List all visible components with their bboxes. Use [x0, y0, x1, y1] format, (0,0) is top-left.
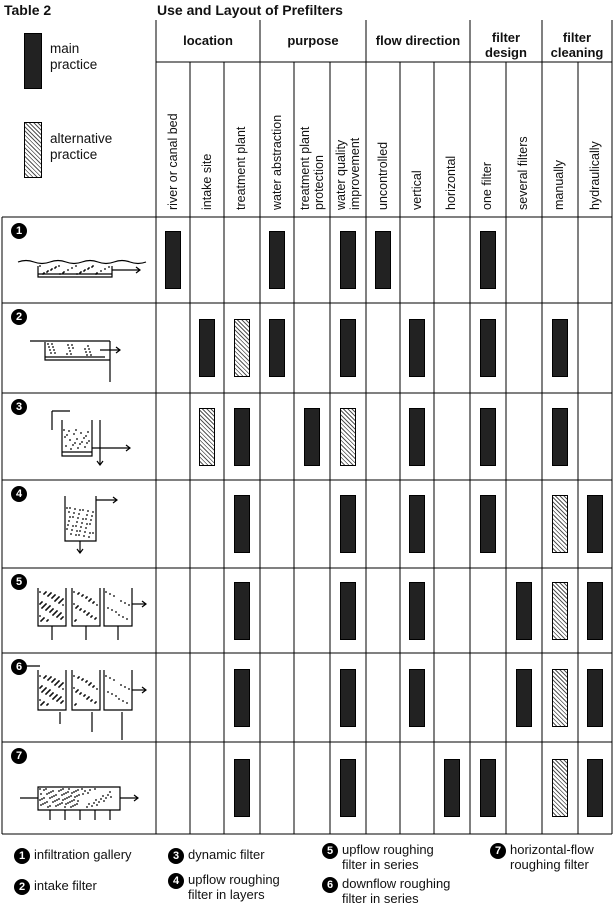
footnote-number-badge: 1 [14, 848, 30, 864]
column-header-1: intake site [200, 153, 214, 210]
alternative-practice-mark [340, 408, 356, 466]
main-practice-mark [516, 582, 532, 640]
main-practice-mark [340, 495, 356, 553]
footnote-text: intake filter [34, 878, 97, 893]
main-practice-mark [234, 669, 250, 727]
legend-main-label: main practice [50, 41, 98, 72]
footnote-number-badge: 6 [322, 877, 338, 893]
table-title: Use and Layout of Prefilters [157, 2, 343, 18]
main-practice-mark [516, 669, 532, 727]
group-header-4: filter cleaning [550, 30, 604, 60]
main-practice-mark [234, 408, 250, 466]
footnote-number-badge: 3 [168, 848, 184, 864]
column-header-7: vertical [410, 170, 424, 210]
row-number-badge: 5 [11, 574, 27, 590]
main-practice-mark [480, 495, 496, 553]
main-practice-mark [552, 408, 568, 466]
column-header-6: uncontrolled [376, 141, 390, 210]
footnote-text: dynamic filter [188, 847, 265, 862]
group-header-2: flow direction [375, 33, 461, 48]
footnote-item [14, 847, 132, 864]
main-practice-mark [480, 319, 496, 377]
footnote-item [322, 876, 450, 906]
main-practice-mark [234, 759, 250, 817]
main-practice-mark [234, 495, 250, 553]
row-number-badge: 3 [11, 399, 27, 415]
alternative-practice-mark [234, 319, 250, 377]
alternative-practice-mark [552, 669, 568, 727]
main-practice-mark [304, 408, 320, 466]
main-practice-mark [409, 669, 425, 727]
main-practice-mark [552, 319, 568, 377]
footnote-number-badge: 2 [14, 879, 30, 895]
main-practice-mark [480, 759, 496, 817]
main-practice-mark [409, 582, 425, 640]
main-practice-mark [480, 408, 496, 466]
column-header-3: water abstraction [270, 114, 284, 210]
column-header-8: horizontal [444, 155, 458, 210]
main-practice-mark [269, 319, 285, 377]
main-practice-mark [587, 495, 603, 553]
footnote-number-badge: 7 [490, 843, 506, 859]
column-header-5: water quality improvement [334, 137, 362, 210]
main-practice-mark [199, 319, 215, 377]
main-practice-mark [409, 408, 425, 466]
group-header-3: filter design [485, 30, 527, 60]
main-practice-mark [234, 582, 250, 640]
main-practice-mark [340, 319, 356, 377]
main-practice-mark [340, 231, 356, 289]
alternative-practice-mark [552, 759, 568, 817]
main-practice-mark [340, 582, 356, 640]
footnote-number-badge: 4 [168, 873, 184, 889]
main-practice-mark [340, 669, 356, 727]
footnote-text: horizontal-flow roughing filter [510, 842, 594, 872]
main-practice-mark [409, 319, 425, 377]
legend-alt-label: alternative practice [50, 131, 113, 162]
row-number-badge: 6 [11, 659, 27, 675]
footnote-item [168, 847, 265, 864]
main-practice-mark [444, 759, 460, 817]
column-header-9: one filter [480, 162, 494, 210]
main-practice-mark [587, 759, 603, 817]
footnote-item [168, 872, 280, 902]
column-header-0: river or canal bed [166, 113, 180, 210]
row-number-badge: 4 [11, 486, 27, 502]
group-header-1: purpose [287, 33, 339, 48]
main-practice-mark [340, 759, 356, 817]
alternative-practice-mark [552, 495, 568, 553]
column-header-11: manually [552, 159, 566, 210]
column-header-12: hydraulically [588, 141, 602, 210]
column-header-2: treatment plant [234, 126, 248, 210]
row-number-badge: 2 [11, 309, 27, 325]
footnote-text: infiltration gallery [34, 847, 132, 862]
column-header-4: treatment plant protection [298, 126, 326, 210]
row-number-badge: 7 [11, 748, 27, 764]
footnote-text: upflow roughing filter in series [342, 842, 434, 872]
row-number-badge: 1 [11, 223, 27, 239]
main-practice-mark [269, 231, 285, 289]
main-practice-mark [165, 231, 181, 289]
footnote-item [14, 878, 97, 895]
group-header-0: location [183, 33, 233, 48]
alternative-practice-mark [199, 408, 215, 466]
main-practice-mark [480, 231, 496, 289]
footnote-item [490, 842, 594, 872]
main-practice-mark [409, 495, 425, 553]
main-practice-mark [587, 669, 603, 727]
footnote-item [322, 842, 434, 872]
footnote-text: downflow roughing filter in series [342, 876, 451, 906]
column-header-10: several filters [516, 136, 530, 210]
alternative-practice-mark [552, 582, 568, 640]
main-practice-mark [375, 231, 391, 289]
footnote-text: upflow roughing filter in layers [188, 872, 280, 902]
main-practice-mark [587, 582, 603, 640]
table-label: Table 2 [4, 2, 52, 18]
footnote-number-badge: 5 [322, 843, 338, 859]
